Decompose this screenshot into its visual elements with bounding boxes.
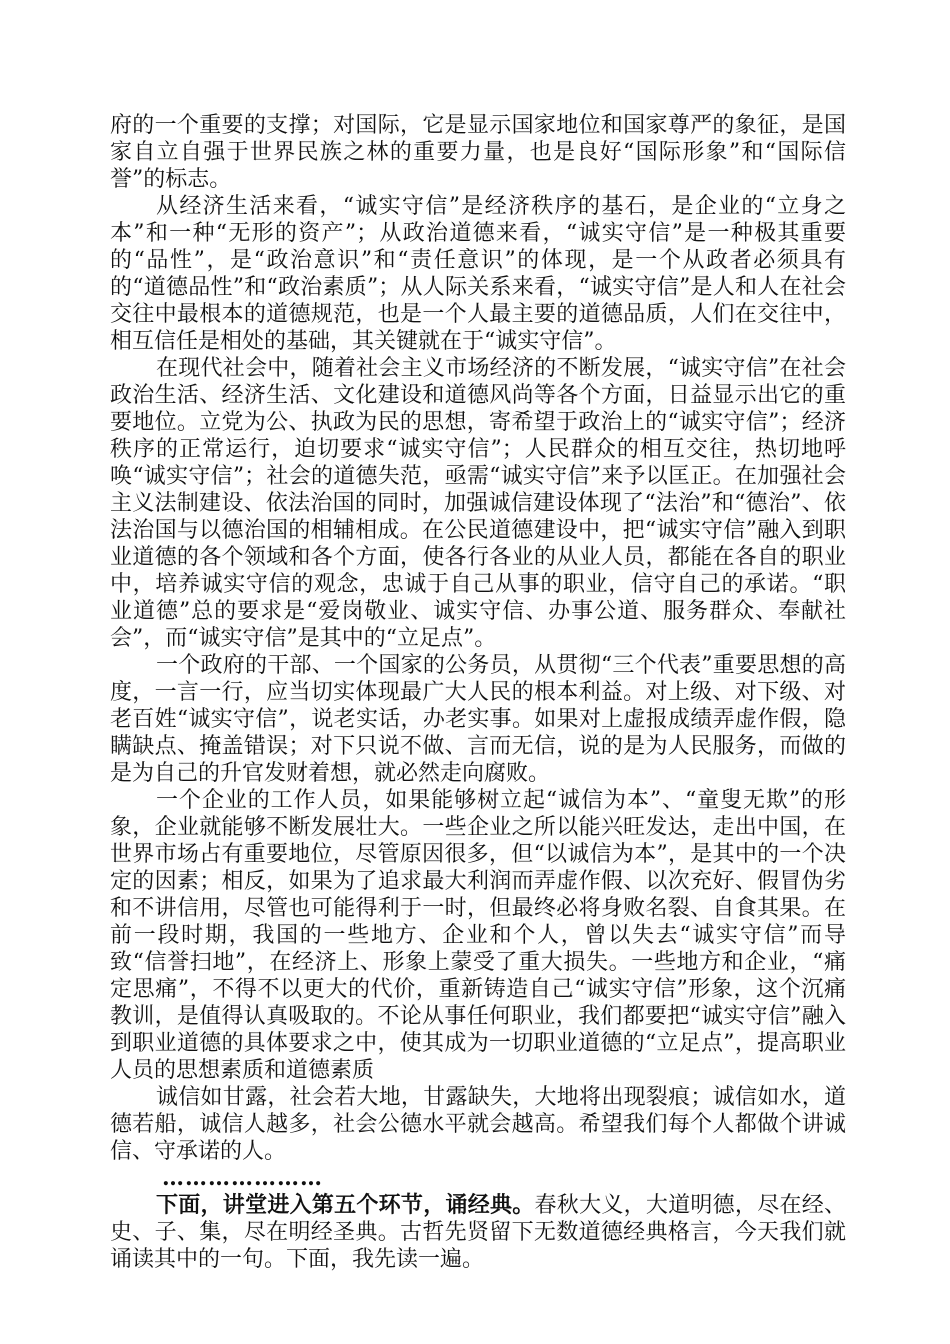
- paragraph-1: 府的一个重要的支撑；对国际，它是显示国家地位和国家尊严的象征，是国家自立自强于世界民族之林的重要力量，也是良好“国际形象”和“国际信誉”的标志。: [110, 113, 846, 192]
- paragraph-4: 一个政府的干部、一个国家的公务员，从贯彻“三个代表”重要思想的高度，一言一行，应当切实体现最广大人民的根本利益。对上级、对下级、对老百姓“诚实守信”，说老实话，办老实事。如果对上虚报成绩弄虚作假，隐瞒缺点、掩盖错误；对下只说不做、言而无信，说的是为人民服务，而做的是为自己的升官发财着想，就必然走向腐败。: [110, 653, 846, 786]
- paragraph-6: 诚信如甘露，社会若大地，甘露缺失，大地将出现裂痕；诚信如水，道德若船，诚信人越多，社会公德水平就会越高。希望我们每个人都做个讲诚信、守承诺的人。: [110, 1085, 846, 1164]
- closing-paragraph: [110, 1192, 846, 1273]
- paragraph-3: 在现代社会中，随着社会主义市场经济的不断发展，“诚实守信”在社会政治生活、经济生活、文化建设和道德风尚等各个方面，日益显示出它的重要地位。立党为公、执政为民的思想，寄希望于政治上的“诚实守信”；经济秩序的正常运行，迫切要求“诚实守信”；人民群众的相互交往，热切地呼唤“诚实守信”；社会的道德失范，亟需“诚实守信”来予以匡正。在加强社会主义法制建设、依法治国的同时，加强诚信建设体现了“法治”和“德治”、依法治国与以德治国的相辅相成。在公民道德建设中，把“诚实守信”融入到职业道德的各个领域和各个方面，使各行各业的从业人员，都能在各自的职业中，培养诚实守信的观念，忠诚于自己从事的职业，信守自己的承诺。“职业道德”总的要求是“爱岗敬业、诚实守信、办事公道、服务群众、奉献社会”，而“诚实守信”是其中的“立足点”。: [110, 356, 846, 651]
- paragraph-2: 从经济生活来看，“诚实守信”是经济秩序的基石，是企业的“立身之本”和一种“无形的资产”；从政治道德来看，“诚实守信”是一种极其重要的“品性”，是“政治意识”和“责任意识”的体现，是一个从政者必须具有的“道德品性”和“政治素质”；从人际关系来看，“诚实守信”是人和人在社会交往中最根本的道德规范，也是一个人最主要的道德品质，人们在交往中，相互信任是相处的基础，其关键就在于“诚实守信”。: [110, 194, 846, 354]
- paragraph-5: 一个企业的工作人员，如果能够树立起“诚信为本”、“童叟无欺”的形象，企业就能够不断发展壮大。一些企业之所以能兴旺发达，走出中国，在世界市场占有重要地位，尽管原因很多，但“以诚信为本”，是其中的一个决定的因素；相反，如果为了追求最大利润而弄虚作假、以次充好、假冒伪劣和不讲信用，尽管也可能得利于一时，但最终必将身败名裂、自食其果。在前一段时期，我国的一些地方、企业和个人，曾以失去“诚实守信”而导致“信誉扫地”，在经济上、形象上蒙受了重大损失。一些地方和企业，“痛定思痛”，不得不以更大的代价，重新铸造自己“诚实守信”形象，这个沉痛教训，是值得认真吸取的。不论从事任何职业，我们都要把“诚实守信”融入到职业道德的具体要求之中，使其成为一切职业道德的“立足点”，提高职业人员的思想素质和道德素质: [110, 788, 846, 1083]
- document-body: [110, 112, 846, 1273]
- closing-bold-lead: 下面，讲堂进入第五个环节，诵经典。: [156, 1192, 535, 1218]
- closing-text: 春秋大义，大道明德，尽在经、史、子、集，尽在明经圣典。古哲先贤留下无数道德经典格言，今天我们就诵读其中的一句。下面，我先读一遍。: [110, 1193, 846, 1272]
- section-ellipsis: …………………: [162, 1165, 323, 1191]
